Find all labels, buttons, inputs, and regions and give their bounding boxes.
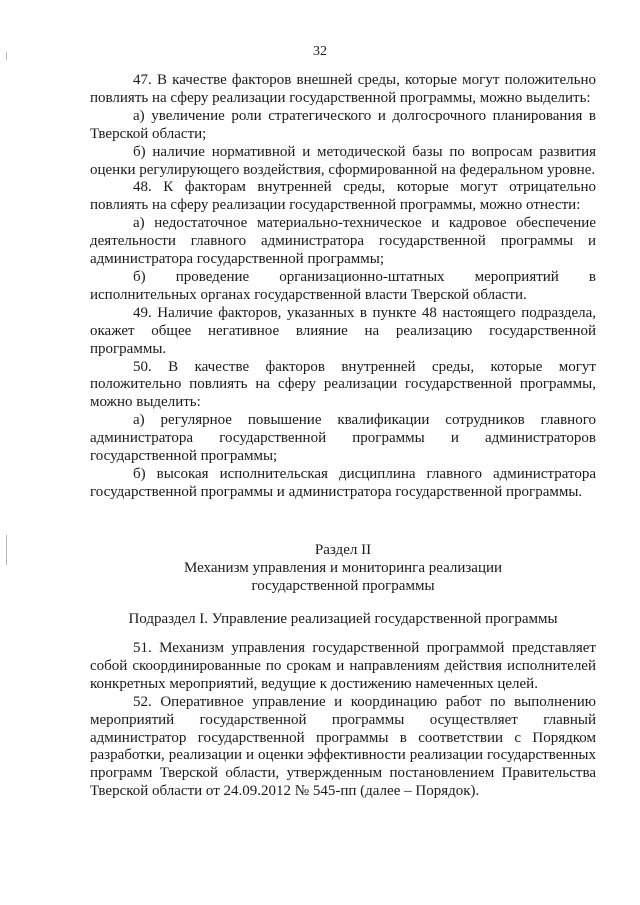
paragraph-48a: а) недостаточное материально-техническое и кадровое обеспечение деятельности главного администратора государственной программы и администратора государственной программы; <box>90 215 596 268</box>
paragraph-48: 48. К факторам внутренней среды, которые могут отрицательно повлиять на сферу реализации государственной программы, можно отнести: <box>90 179 596 214</box>
body-text-upper <box>90 72 596 502</box>
paragraph-50: 50. В качестве факторов внутренней среды, которые могут положительно повлиять на сферу реализации государственной программы, можно выделить: <box>90 358 596 411</box>
body-text-lower <box>90 640 596 801</box>
paragraph-52: 52. Оперативное управление и координацию работ по выполнению мероприятий государственной программы осуществляет главный администратор государственной программы в соответствии с Порядком разработки, реализации и оценки эффективности реализации государственных программ Тверской области, утвержденным постановлением Правительства Тверской области от 24.09.2012 № 545-пп (далее – Порядок). <box>90 693 596 800</box>
section-heading <box>90 541 596 595</box>
paragraph-50b: б) высокая исполнительская дисциплина главного администратора государственной программы и администратора государственной программы. <box>90 465 596 500</box>
section-subtitle-line-1: Механизм управления и мониторинга реализации <box>183 560 503 576</box>
scan-margin-mark <box>6 52 7 60</box>
paragraph-49: 49. Наличие факторов, указанных в пункте 48 настоящего подраздела, окажет общее негативное влияние на реализацию государственной программы. <box>90 304 596 357</box>
paragraph-48b: б) проведение организационно-штатных мероприятий в исполнительных органах государственной власти Тверской области. <box>90 268 596 303</box>
scan-margin-mark <box>6 535 7 565</box>
paragraph-47: 47. В качестве факторов внешней среды, которые могут положительно повлиять на сферу реализации государственной программы, можно выделить: <box>90 72 596 106</box>
paragraph-50a: а) регулярное повышение квалификации сотрудников главного администратора государственной программы и администраторов государственной программы; <box>90 412 596 465</box>
section-title: Раздел II <box>314 542 372 558</box>
page-number: 32 <box>313 44 327 59</box>
paragraph-47b: б) наличие нормативной и методической базы по вопросам развития оценки регулирующего воздействия, сформированной на федеральном уровне. <box>90 143 596 178</box>
paragraph-51: 51. Механизм управления государственной программой представляет собой скоординированные по срокам и направлениям действия исполнителей конкретных мероприятий, ведущие к достижению намеченных целей. <box>90 640 596 692</box>
section-subtitle-line-2: государственной программы <box>251 578 435 594</box>
subsection-title: Подраздел I. Управление реализацией государственной программы <box>128 611 558 627</box>
paragraph-47a: а) увеличение роли стратегического и долгосрочного планирования в Тверской области; <box>90 107 596 142</box>
